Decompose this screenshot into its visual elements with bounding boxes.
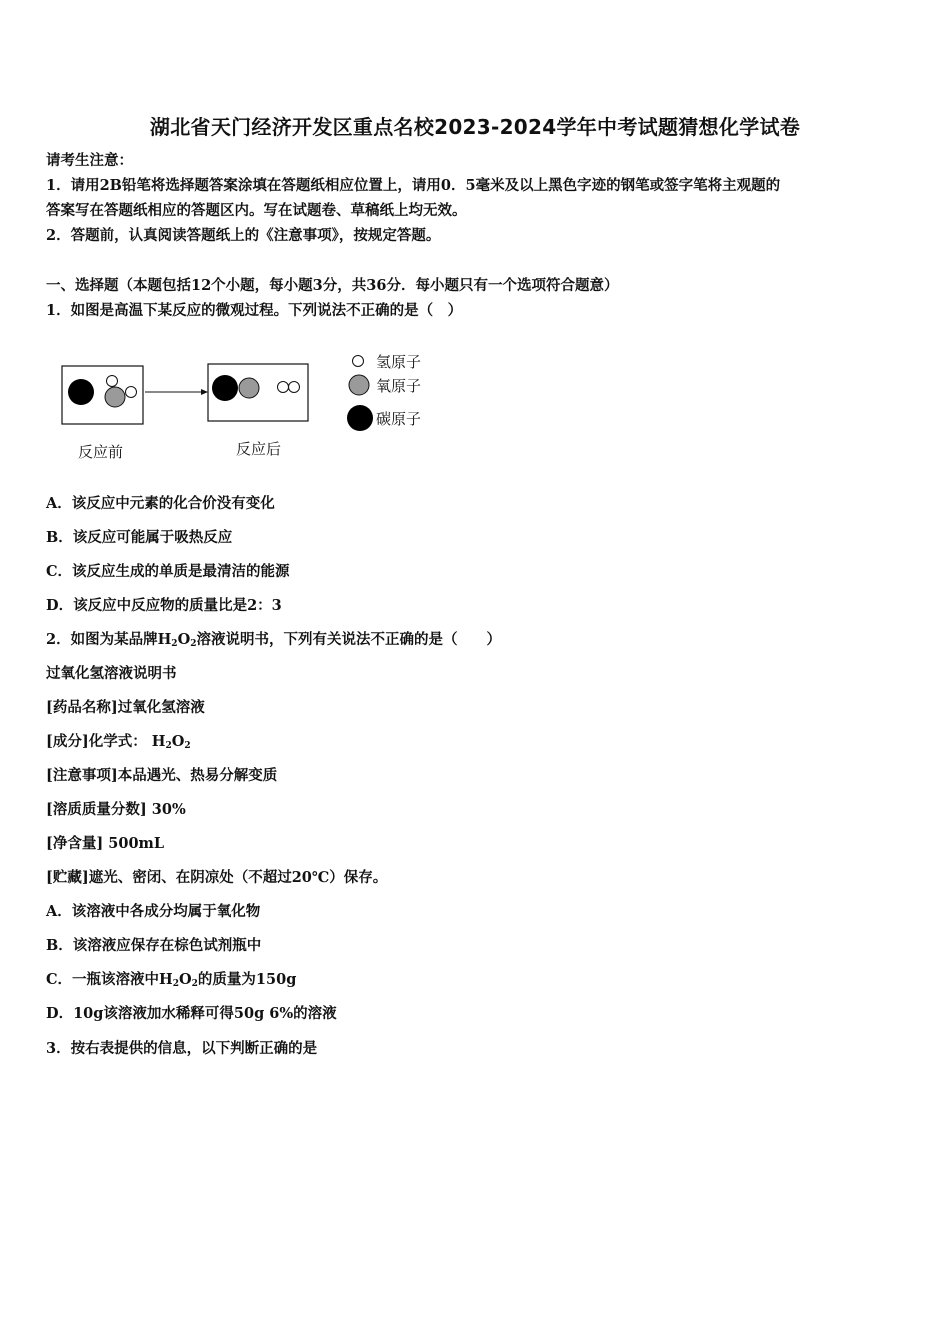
legend-oxygen-label: 氧原子 <box>376 377 422 395</box>
q2-option-c-pre: C．一瓶该溶液中H <box>46 971 173 988</box>
subscript-2: 2 <box>184 741 191 751</box>
before-label: 反应前 <box>78 443 124 461</box>
subscript-2: 2 <box>190 639 197 649</box>
legend-carbon-label: 碳原子 <box>376 410 422 428</box>
leaflet-drug-name: [药品名称]过氧化氢溶液 <box>46 699 205 716</box>
oxygen-atom <box>105 387 125 407</box>
subscript-2: 2 <box>191 979 198 989</box>
notice-item-2: 2．答题前，认真阅读答题纸上的《注意事项》，按规定答题。 <box>46 227 441 244</box>
q1-option-a: A．该反应中元素的化合价没有变化 <box>46 495 275 512</box>
q2-option-c <box>46 970 296 994</box>
hydrogen-atom <box>107 376 118 387</box>
question-2-stem <box>46 630 501 654</box>
section-heading: 一、选择题（本题包括12个小题，每小题3分，共36分．每小题只有一个选项符合题意） <box>46 277 619 294</box>
oxygen-atom <box>239 378 259 398</box>
formula-h: H <box>151 733 166 750</box>
subscript-2: 2 <box>171 639 178 649</box>
q2-option-a: A．该溶液中各成分均属于氧化物 <box>46 903 261 920</box>
notice-item-1-line-2: 答案写在答题纸相应的答题区内。写在试题卷、草稿纸上均无效。 <box>46 202 467 219</box>
q2-option-d: D．10g该溶液加水稀释可得50g 6%的溶液 <box>46 1005 337 1022</box>
formula-o: O <box>171 733 185 750</box>
hydrogen-atom <box>289 382 300 393</box>
leaflet-mass-fraction: [溶质质量分数] 30% <box>46 801 186 818</box>
carbon-atom <box>68 379 94 405</box>
question-1-stem: 1．如图是高温下某反应的微观过程。下列说法不正确的是（ ） <box>46 302 463 319</box>
hydrogen-atom <box>278 382 289 393</box>
leaflet-formula <box>46 732 191 756</box>
q1-option-b: B．该反应可能属于吸热反应 <box>46 529 233 546</box>
q1-option-d: D．该反应中反应物的质量比是2：3 <box>46 597 282 614</box>
q2-stem-post: 溶液说明书，下列有关说法不正确的是（ ） <box>196 631 501 648</box>
after-label: 反应后 <box>236 440 282 458</box>
formula-label: [成分]化学式： <box>46 733 147 750</box>
legend-hydrogen-label: 氢原子 <box>376 353 422 371</box>
q2-stem-o: O <box>177 631 191 648</box>
leaflet-net-volume: [净含量] 500mL <box>46 835 165 852</box>
legend-hydrogen-icon <box>353 356 364 367</box>
legend-oxygen-icon <box>349 375 369 395</box>
leaflet-storage: [贮藏]遮光、密闭、在阴凉处（不超过20℃）保存。 <box>46 869 388 886</box>
leaflet-caution: [注意事项]本品遇光、热易分解变质 <box>46 767 278 784</box>
q2-option-c-o: O <box>179 971 192 988</box>
q2-option-b: B．该溶液应保存在棕色试剂瓶中 <box>46 937 262 954</box>
subscript-2: 2 <box>172 979 180 989</box>
question-3-stem: 3．按右表提供的信息，以下判断正确的是 <box>46 1040 318 1057</box>
notice-item-1-line-1: 1．请用2B铅笔将选择题答案涂填在答题纸相应位置上，请用0．5毫米及以上黑色字迹的钢笔或签字笔将主观题的 <box>46 177 781 194</box>
leaflet-title: 过氧化氢溶液说明书 <box>46 665 177 682</box>
hydrogen-atom <box>126 387 137 398</box>
reaction-diagram <box>58 344 458 474</box>
q2-option-c-post: 的质量为150g <box>197 971 297 988</box>
page-title: 湖北省天门经济开发区重点名校2023-2024学年中考试题猜想化学试卷 <box>149 115 801 139</box>
subscript-2: 2 <box>165 741 172 751</box>
legend-carbon-icon <box>347 405 373 431</box>
q1-option-c: C．该反应生成的单质是最清洁的能源 <box>46 563 290 580</box>
notice-heading: 请考生注意： <box>46 152 133 169</box>
carbon-atom <box>212 375 238 401</box>
arrow-head <box>201 389 208 395</box>
q2-stem-pre: 2．如图为某品牌H <box>46 631 172 648</box>
